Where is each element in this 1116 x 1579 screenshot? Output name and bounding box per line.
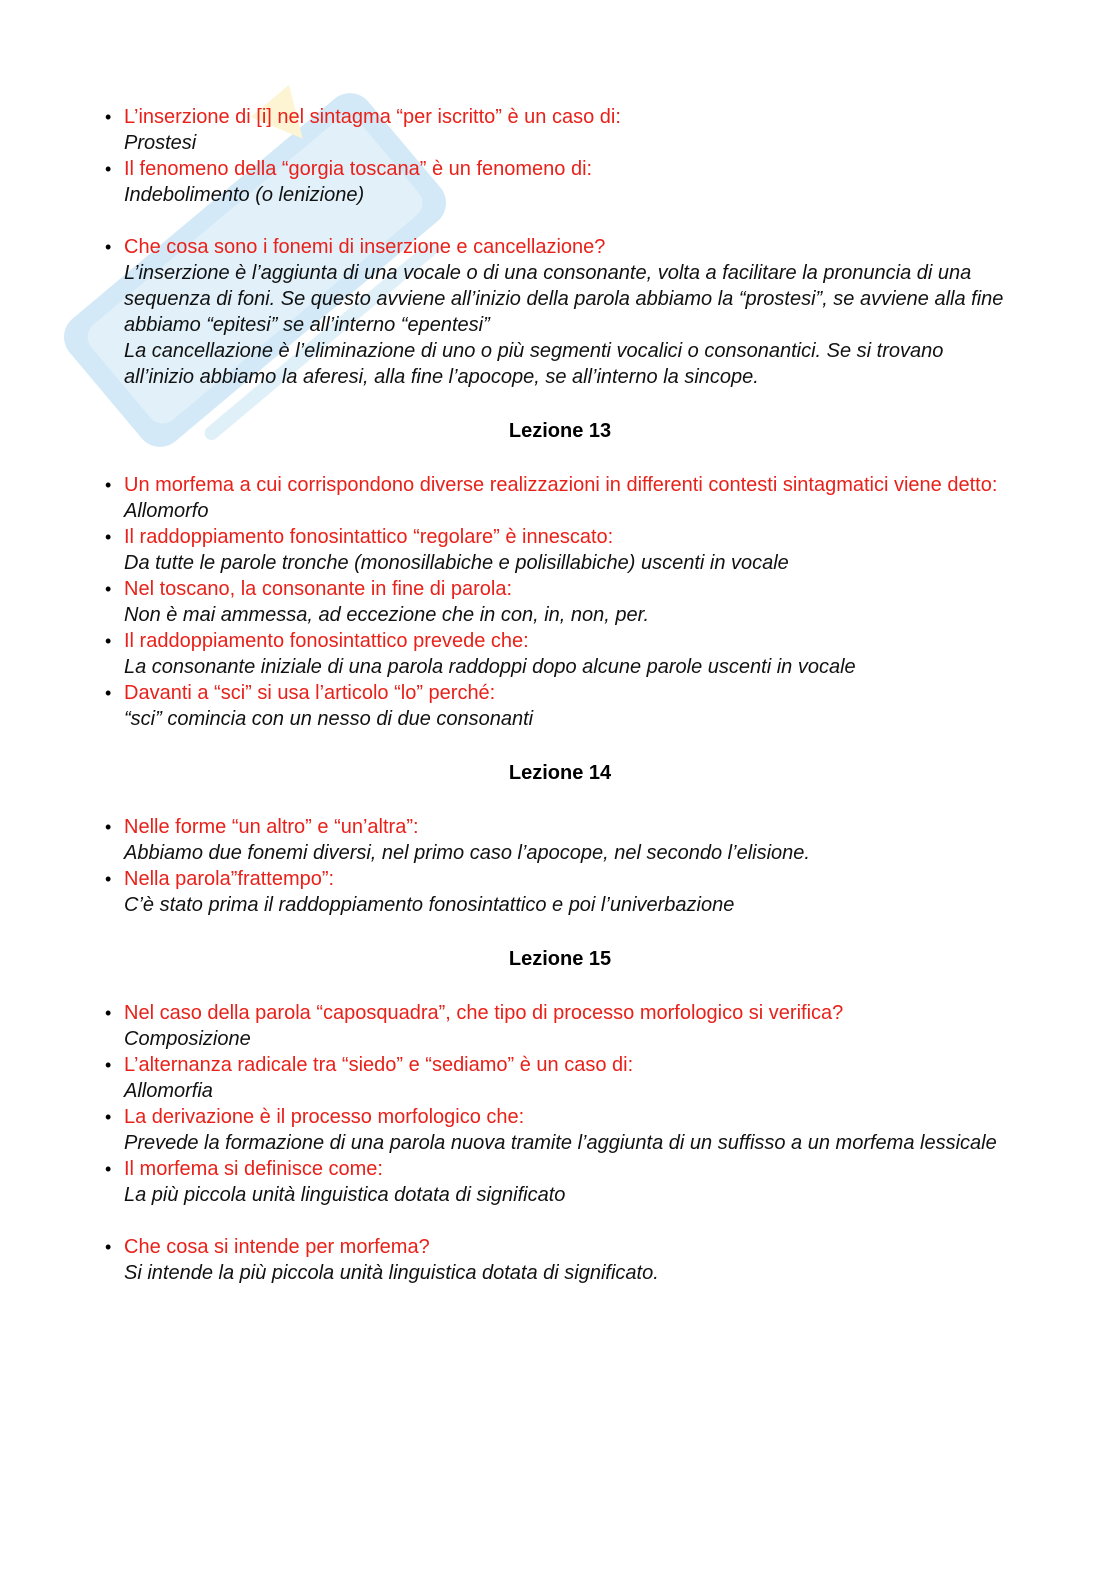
paragraph-gap <box>105 1208 1015 1234</box>
qa-list-item <box>105 628 1015 680</box>
bullet-icon: • <box>105 1107 112 1127</box>
question-text: Nelle forme “un altro” e “un’altra”: <box>124 816 419 838</box>
question-text: Davanti a “sci” si usa l’articolo “lo” perché: <box>124 682 496 704</box>
paragraph-gap <box>105 208 1015 234</box>
answer-text: Da tutte le parole tronche (monosillabiche e polisillabiche) uscenti in vocale <box>124 552 789 574</box>
qa-list-item <box>105 234 1015 390</box>
qa-list-item <box>105 1234 1015 1286</box>
qa-list-item <box>105 866 1015 918</box>
qa-list-item <box>105 1104 1015 1156</box>
question-text: Nel toscano, la consonante in fine di parola: <box>124 578 513 600</box>
answer-text-continued: La cancellazione è l’eliminazione di uno o più segmenti vocalici o consonantici. Se si trovano all’inizio abbiamo la aferesi, alla fine l’apocope, se all’interno la sincope. <box>124 340 944 388</box>
qa-list-item <box>105 104 1015 156</box>
bullet-icon: • <box>105 579 112 599</box>
bullet-icon: • <box>105 527 112 547</box>
document-body <box>105 104 1015 1286</box>
answer-text: “sci” comincia con un nesso di due consonanti <box>124 708 534 730</box>
bullet-icon: • <box>105 107 112 127</box>
answer-text: Allomorfia <box>124 1080 213 1102</box>
lesson-heading: Lezione 13 <box>508 420 612 442</box>
qa-list-item <box>105 814 1015 866</box>
answer-text: L’inserzione è l’aggiunta di una vocale o di una consonante, volta a facilitare la pronuncia di una sequenza di foni. Se questo avviene all’inizio della parola abbiamo la “prostesi”, se avviene alla fine abbiamo “epitesi” se all’interno “epentesi” <box>124 262 1004 336</box>
qa-list-item <box>105 576 1015 628</box>
question-text: Un morfema a cui corrispondono diverse realizzazioni in differenti contesti sintagmatici viene detto: <box>124 474 998 496</box>
question-text: Il raddoppiamento fonosintattico prevede che: <box>124 630 529 652</box>
answer-text: Prostesi <box>124 132 197 154</box>
lesson-heading: Lezione 14 <box>508 762 612 784</box>
bullet-icon: • <box>105 1055 112 1075</box>
answer-text: C’è stato prima il raddoppiamento fonosintattico e poi l’univerbazione <box>124 894 735 916</box>
question-text: Che cosa sono i fonemi di inserzione e cancellazione? <box>124 236 606 258</box>
qa-list-item <box>105 1000 1015 1052</box>
question-text: Il fenomeno della “gorgia toscana” è un fenomeno di: <box>124 158 593 180</box>
answer-text: La più piccola unità linguistica dotata di significato <box>124 1184 566 1206</box>
answer-text: Si intende la più piccola unità linguistica dotata di significato. <box>124 1262 659 1284</box>
bullet-icon: • <box>105 159 112 179</box>
question-text: L’inserzione di [i] nel sintagma “per iscritto” è un caso di: <box>124 106 621 128</box>
question-text: Che cosa si intende per morfema? <box>124 1236 430 1258</box>
answer-text: Composizione <box>124 1028 251 1050</box>
bullet-icon: • <box>105 817 112 837</box>
question-text: Nella parola”frattempo”: <box>124 868 335 890</box>
answer-text: Indebolimento (o lenizione) <box>124 184 365 206</box>
answer-text: Allomorfo <box>124 500 209 522</box>
answer-text: Abbiamo due fonemi diversi, nel primo caso l’apocope, nel secondo l’elisione. <box>124 842 810 864</box>
qa-list-item <box>105 1156 1015 1208</box>
bullet-icon: • <box>105 1003 112 1023</box>
qa-list-item <box>105 1052 1015 1104</box>
bullet-icon: • <box>105 1237 112 1257</box>
bullet-icon: • <box>105 631 112 651</box>
question-text: Il raddoppiamento fonosintattico “regolare” è innescato: <box>124 526 614 548</box>
answer-text: Non è mai ammessa, ad eccezione che in con, in, non, per. <box>124 604 650 626</box>
question-text: L’alternanza radicale tra “siedo” e “sediamo” è un caso di: <box>124 1054 634 1076</box>
qa-list-item <box>105 472 1015 524</box>
answer-text: Prevede la formazione di una parola nuova tramite l’aggiunta di un suffisso a un morfema lessicale <box>124 1132 997 1154</box>
answer-text: La consonante iniziale di una parola raddoppi dopo alcune parole uscenti in vocale <box>124 656 856 678</box>
bullet-icon: • <box>105 475 112 495</box>
qa-list-item <box>105 524 1015 576</box>
bullet-icon: • <box>105 869 112 889</box>
lesson-heading: Lezione 15 <box>508 948 612 970</box>
question-text: Nel caso della parola “caposquadra”, che tipo di processo morfologico si verifica? <box>124 1002 844 1024</box>
bullet-icon: • <box>105 683 112 703</box>
qa-list-item <box>105 680 1015 732</box>
question-text: La derivazione è il processo morfologico che: <box>124 1106 525 1128</box>
question-text: Il morfema si definisce come: <box>124 1158 383 1180</box>
bullet-icon: • <box>105 237 112 257</box>
bullet-icon: • <box>105 1159 112 1179</box>
qa-list-item <box>105 156 1015 208</box>
